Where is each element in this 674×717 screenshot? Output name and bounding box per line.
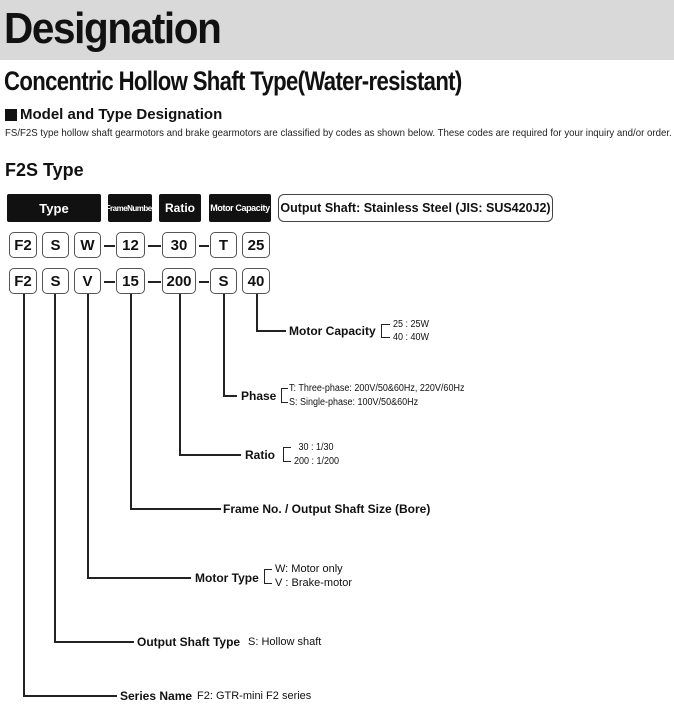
option-bracket [281,388,288,389]
leader-line-frame [130,294,132,509]
code-cell-motor-type: V [74,268,101,294]
leader-line-shaft-type [54,294,56,642]
series-name-note: F2: GTR-mini F2 series [197,690,312,702]
option-bracket [381,337,390,338]
output-shaft-type-note: S: Hollow shaft [248,636,322,648]
code-cell-series: F2 [9,232,37,258]
motor-type-option: W: Motor only [275,563,343,575]
option-bracket [281,388,282,403]
leader-line-motor-type [87,294,89,578]
option-bracket [283,447,291,448]
leader-line-series [23,695,117,697]
section-title: Concentric Hollow Shaft Type(Water-resistant) [4,66,462,96]
option-bracket [283,461,291,462]
header-banner [0,0,674,60]
leader-line-phase [223,294,225,396]
code-cell-phase: T [210,232,237,258]
separator-dash [199,281,209,283]
leader-line-motor-type [87,577,191,579]
code-cell-series: F2 [9,268,37,294]
separator-dash [199,245,209,247]
code-cell-motor-type: W [74,232,101,258]
intro-text: FS/F2S type hollow shaft gearmotors and brake gearmotors are classified by codes as shown below. These codes are required for your inquiry and/or order. [5,127,672,139]
code-cell-shaft: S [42,232,69,258]
code-cell-capacity: 25 [242,232,270,258]
subheading-text: Model and Type Designation [20,106,223,123]
leader-line-frame [130,508,221,510]
ratio-option: 30 : 1/30 [298,442,334,453]
page-title: Designation [4,4,221,53]
code-cell-frame: 15 [116,268,145,294]
leader-line-shaft-type [54,641,134,643]
header-motor-capacity: Motor Capacity [209,194,271,222]
leader-line-capacity [256,294,258,331]
phase-option: T: Three-phase: 200V/50&60Hz, 220V/60Hz [289,383,465,394]
subheading [5,106,222,123]
code-cell-phase: S [210,268,237,294]
leader-line-capacity [256,330,286,332]
leader-line-ratio [179,454,241,456]
option-bracket [381,324,390,325]
option-bracket [283,447,284,462]
header-frame-number: FrameNumber [108,194,152,222]
separator-dash [104,281,115,283]
separator-dash [148,245,161,247]
leader-line-phase [223,395,237,397]
motor-capacity-label: Motor Capacity [289,324,376,338]
motor-type-option: V : Brake-motor [275,577,353,589]
code-cell-capacity: 40 [242,268,270,294]
ratio-option: 200 : 1/200 [294,456,340,467]
leader-line-series [23,294,25,696]
code-cell-shaft: S [42,268,69,294]
output-shaft-type-label: Output Shaft Type [137,635,241,649]
phase-label: Phase [241,389,277,403]
motor-capacity-option: 25 : 25W [393,319,430,330]
code-cell-frame: 12 [116,232,145,258]
phase-option: S: Single-phase: 100V/50&60Hz [289,397,419,408]
header-ratio: Ratio [159,194,201,222]
code-cell-ratio: 30 [162,232,196,258]
square-bullet-icon [5,109,17,121]
motor-capacity-option: 40 : 40W [393,332,430,343]
frame-label: Frame No. / Output Shaft Size (Bore) [223,502,431,516]
series-name-label: Series Name [120,689,193,703]
output-shaft-note: Output Shaft: Stainless Steel (JIS: SUS420J2) [278,194,553,222]
motor-type-label: Motor Type [195,571,259,585]
leader-line-ratio [179,294,181,455]
option-bracket [264,569,272,570]
header-type: Type [7,194,101,222]
code-cell-ratio: 200 [162,268,196,294]
option-bracket [264,583,272,584]
option-bracket [281,402,288,403]
separator-dash [148,281,161,283]
ratio-label: Ratio [245,448,275,462]
separator-dash [104,245,115,247]
type-title: F2S Type [5,160,84,180]
option-bracket [264,569,265,584]
option-bracket [381,324,382,338]
